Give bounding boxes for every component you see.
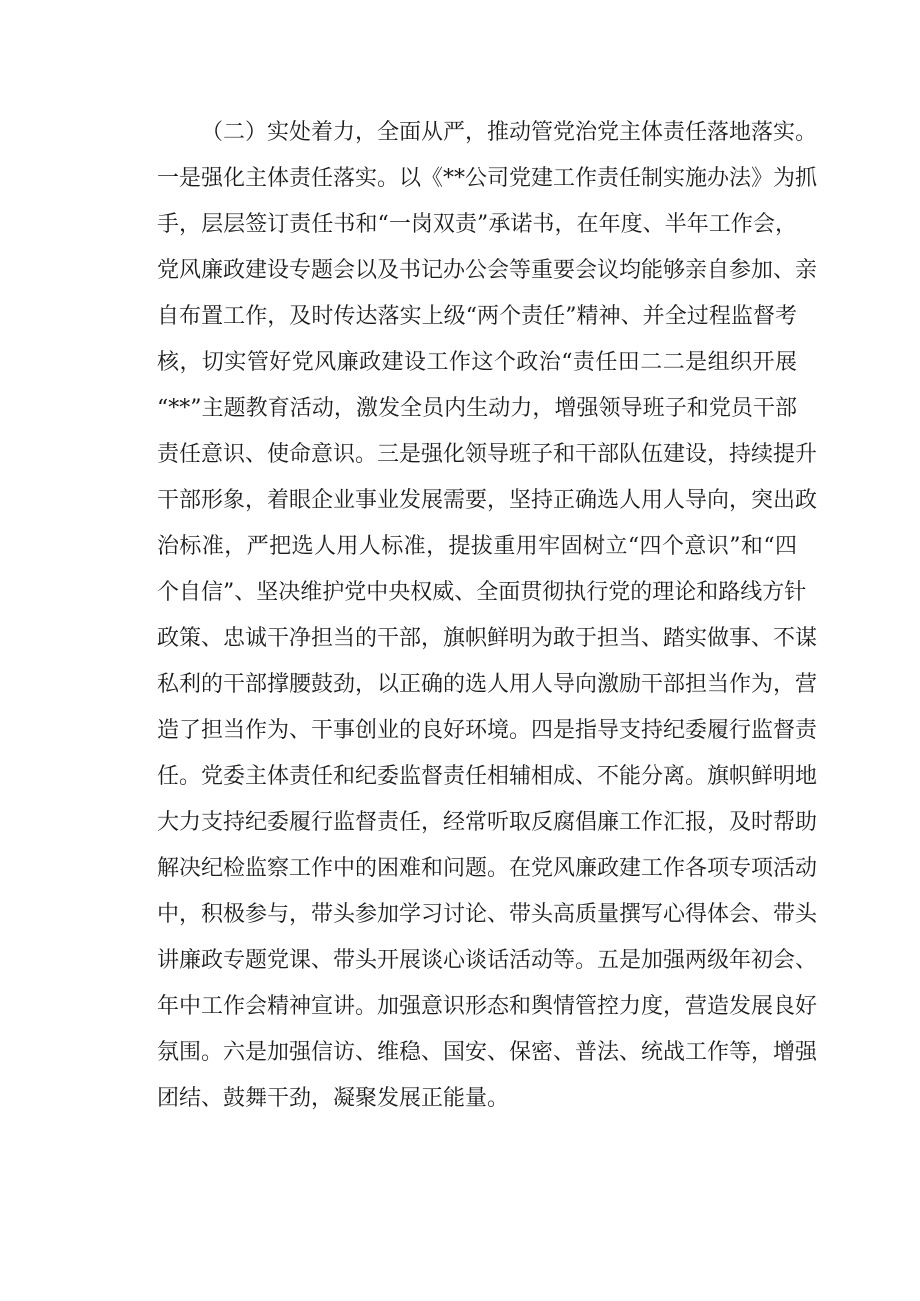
- paragraph-line: 干部形象，着眼企业事业发展需要，坚持正确选人用人导向，突出政: [157, 488, 818, 513]
- paragraph-line: 中，积极参与，带头参加学习讨论、带头高质量撰写心得体会、带头: [157, 902, 818, 927]
- paragraph-line: 任。党委主体责任和纪委监督责任相辅相成、不能分离。旗帜鲜明地: [157, 764, 818, 789]
- paragraph-line: （二）实处着力，全面从严，推动管党治党主体责任落地落实。: [201, 120, 818, 145]
- paragraph-line: 核，切实管好党风廉政建设工作这个政治“责任田二二是组织开展: [157, 350, 797, 375]
- paragraph-line: 年中工作会精神宣讲。加强意识形态和舆情管控力度，营造发展良好: [157, 994, 818, 1019]
- paragraph-line: 党风廉政建设专题会以及书记办公会等重要会议均能够亲自参加、亲: [157, 258, 818, 283]
- paragraph-line: 大力支持纪委履行监督责任，经常听取反腐倡廉工作汇报，及时帮助: [157, 810, 818, 835]
- paragraph-line: 手，层层签订责任书和“一岗双责”承诺书，在年度、半年工作会，: [157, 212, 797, 237]
- paragraph-line: 治标准，严把选人用人标准，提拔重用牢固树立“四个意识”和“四: [157, 534, 797, 559]
- body-paragraph: [157, 110, 818, 1122]
- paragraph-line: “**”主题教育活动，激发全员内生动力，增强领导班子和党员干部: [157, 396, 797, 421]
- paragraph-line: 私利的干部撑腰鼓劲，以正确的选人用人导向激励干部担当作为，营: [157, 672, 818, 697]
- paragraph-line: 自布置工作，及时传达落实上级“两个责任”精神、并全过程监督考: [157, 304, 797, 329]
- paragraph-line: 政策、忠诚干净担当的干部，旗帜鲜明为敢于担当、踏实做事、不谋: [157, 626, 818, 651]
- paragraph-line: 解决纪检监察工作中的困难和问题。在党风廉政建工作各项专项活动: [157, 856, 818, 881]
- paragraph-line: 团结、鼓舞干劲，凝聚发展正能量。: [157, 1086, 510, 1111]
- paragraph-line: 个自信”、坚决维护党中央权威、全面贯彻执行党的理论和路线方针: [157, 580, 807, 605]
- paragraph-line: 造了担当作为、干事创业的良好环境。四是指导支持纪委履行监督责: [157, 718, 818, 743]
- paragraph-line: 一是强化主体责任落实。以《**公司党建工作责任制实施办法》为抓: [157, 166, 818, 191]
- paragraph-line: 责任意识、使命意识。三是强化领导班子和干部队伍建设，持续提升: [157, 442, 818, 467]
- paragraph-line: 氛围。六是加强信访、维稳、国安、保密、普法、统战工作等，增强: [157, 1040, 818, 1065]
- paragraph-line: 讲廉政专题党课、带头开展谈心谈话活动等。五是加强两级年初会、: [157, 948, 818, 973]
